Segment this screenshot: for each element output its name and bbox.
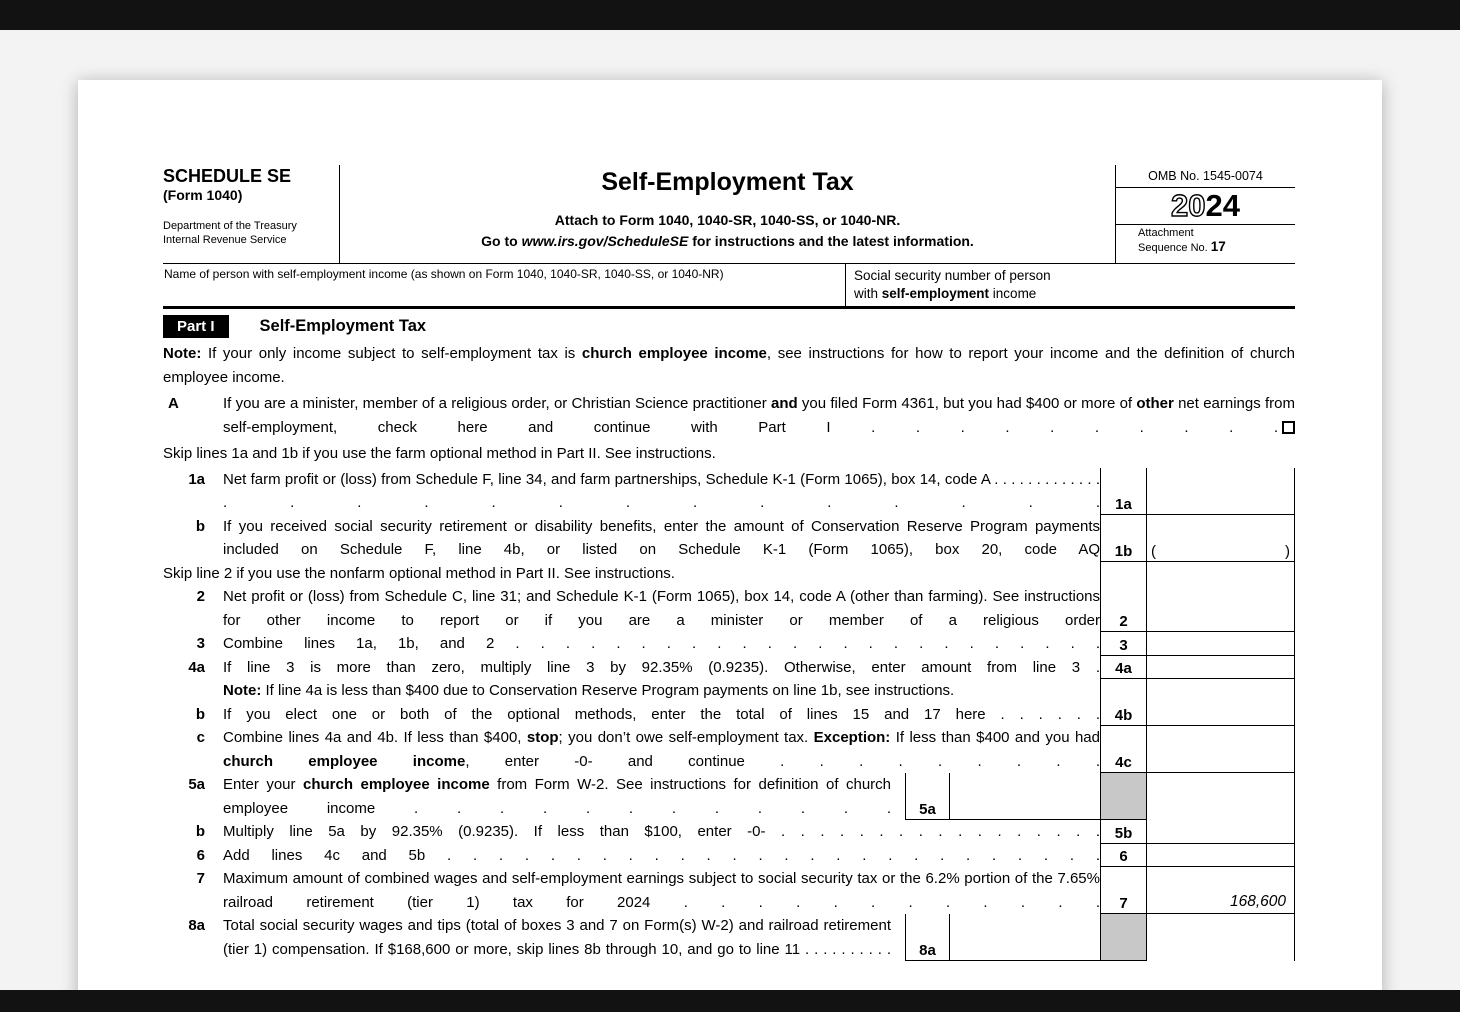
line-3-row [163, 632, 1295, 656]
line-3-number: 3 [1100, 632, 1147, 656]
attach-instruction: Attach to Form 1040, 1040-SR, 1040-SS, or 1040-NR. [554, 212, 901, 228]
skip-note-2-number-cell [1100, 562, 1147, 586]
line-4b-row [163, 703, 1295, 727]
line-4c-amount-field[interactable] [1147, 726, 1295, 773]
line-4a-marker: 4a [188, 658, 205, 676]
line-a-text: If you are a minister, member of a religious order, or Christian Science practitioner and you filed Form 4361, but you had $400 or more of other net earnings from self-employment, check here and continue with Part I . . . . . . . . . . [223, 395, 1295, 436]
top-letterbox-band [0, 0, 1460, 30]
line-4a-note-amount-cell [1147, 679, 1295, 703]
line-4a-note-text: Note: If line 4a is less than $400 due to Conservation Reserve Program payments on line 1b, see instructions. [223, 682, 955, 699]
form-header [163, 165, 1295, 264]
line-a-marker: A [168, 395, 179, 412]
line-2-row [163, 585, 1295, 632]
line-8a-right-cell [1147, 914, 1295, 961]
skip-note-2-row [163, 562, 1295, 586]
header-right-block [1115, 165, 1295, 263]
omb-number: OMB No. 1545-0074 [1116, 165, 1295, 188]
line-4a-amount-field[interactable] [1147, 656, 1295, 680]
line-1a-amount-field[interactable] [1147, 468, 1295, 515]
line-4c-text: Combine lines 4a and 4b. If less than $400, stop; you don’t owe self-employment tax. Exception: If less than $400 and you had church employee income, enter -0- and continue . . . . . . . . . [223, 729, 1100, 770]
line-8a-inner-amount-field[interactable] [950, 914, 1100, 961]
line-5b-text: Multiply line 5a by 92.35% (0.9235). If less than $100, enter -0- . . . . . . . . . . . . . . . . . [223, 823, 1100, 840]
line-6-text: Add lines 4c and 5b . . . . . . . . . . . . . . . . . . . . . . . . . . [223, 846, 1100, 864]
irs-schedulese-link[interactable]: www.irs.gov/ScheduleSE [521, 233, 689, 249]
line-a-checkbox[interactable] [1282, 421, 1295, 434]
line-8a-shaded-cell [1100, 914, 1147, 961]
part-1-note: Note: If your only income subject to self-employment tax is church employee income, see instructions for how to report your income and the definition of church employee income. [163, 345, 1295, 386]
line-4a-row [163, 656, 1295, 680]
header-left-block [163, 165, 340, 263]
department-line-2: Internal Revenue Service [163, 233, 287, 246]
line-3-text: Combine lines 1a, 1b, and 2 . . . . . . . . . . . . . . . . . . . . . . . . [223, 635, 1100, 652]
line-5a-marker: 5a [188, 776, 205, 793]
schedule-se-form [163, 165, 1295, 961]
line-5a-inner-number: 5a [905, 773, 950, 820]
line-5b-row [163, 820, 1295, 844]
line-6-number: 6 [1100, 844, 1147, 868]
sequence-line: Sequence No. 17 [1138, 239, 1226, 254]
tax-year [1116, 188, 1295, 224]
line-4a-note-row [163, 679, 1295, 703]
part-1-heading [163, 315, 1295, 338]
line-5b-amount-field[interactable] [1147, 820, 1295, 844]
department-line-1: Department of the Treasury [163, 220, 297, 232]
line-6-amount-field[interactable] [1147, 844, 1295, 868]
line-7-amount-field[interactable] [1147, 867, 1295, 914]
line-7-number: 7 [1100, 867, 1147, 914]
line-1b-number: 1b [1100, 515, 1147, 562]
line-2-number: 2 [1100, 585, 1147, 632]
name-input-area[interactable] [163, 264, 845, 306]
line-3-marker: 3 [196, 635, 205, 652]
line-5a-text: Enter your church employee income from Form W-2. See instructions for definition of church employee income . . . . . . . . . . . . [223, 776, 892, 817]
attachment-sequence [1116, 224, 1295, 257]
goto-prefix: Go to [481, 233, 522, 249]
line-6-marker: 6 [196, 846, 205, 864]
schedule-label: SCHEDULE SE [163, 166, 292, 186]
sequence-number: 17 [1210, 239, 1226, 254]
skip-note-2-amount-cell [1147, 562, 1295, 586]
line-8a-marker: 8a [188, 917, 205, 934]
line-1b-amount-field[interactable] [1147, 515, 1295, 562]
line-1a-text: Net farm profit or (loss) from Schedule F, line 34, and farm partnerships, Schedule K-1 (Form 1065), box 14, code A . . . . . . . . . . . . . . . . . . . . . . . . . . . [223, 470, 1100, 511]
line-4c-marker: c [196, 729, 205, 746]
header-center-block [340, 165, 1115, 263]
line-4a-number: 4a [1100, 656, 1147, 680]
ssn-field-label: Social security number of person with self-employment income [854, 268, 1051, 301]
goto-instruction [340, 231, 1115, 252]
line-4c-row [163, 726, 1295, 773]
goto-suffix: for instructions and the latest information. [688, 233, 974, 249]
line-1a-marker: 1a [188, 470, 205, 488]
line-7-marker: 7 [196, 870, 205, 887]
line-4a-text: If line 3 is more than zero, multiply line 3 by 92.35% (0.9235). Otherwise, enter amount from line 3 . [223, 658, 1100, 676]
line-1b-text: If you received social security retirement or disability benefits, enter the amount of Conservation Reserve Program payments included on Schedule F, line 4b, or listed on Schedule K-1 (Form 1065), box 20, code AQ [223, 517, 1100, 558]
name-field-label: Name of person with self-employment income (as shown on Form 1040, 1040-SR, 1040-SS, or 1040-NR) [164, 267, 724, 281]
line-7-text: Maximum amount of combined wages and self-employment earnings subject to social security tax or the 6.2% portion of the 7.65% railroad retirement (tier 1) tax for 2024 . . . . . . . . . . . . [223, 870, 1100, 911]
line-7-amount-value: 168,600 [1229, 893, 1286, 910]
line-5b-marker: b [195, 823, 205, 840]
line-7-row [163, 867, 1295, 914]
line-1b-marker: b [195, 517, 205, 535]
name-ssn-row [163, 264, 1295, 309]
open-paren: ( [1151, 542, 1156, 560]
line-5b-number: 5b [1100, 820, 1147, 844]
bottom-letterbox-band [0, 990, 1460, 1012]
skip-note-2: Skip line 2 if you use the nonfarm optional method in Part II. See instructions. [163, 564, 675, 582]
line-4b-text: If you elect one or both of the optional methods, enter the total of lines 15 and 17 here . . . . . . [223, 705, 1100, 723]
line-1b-row [163, 515, 1295, 562]
line-2-amount-field[interactable] [1147, 585, 1295, 632]
line-5a-inner-amount-field[interactable] [950, 773, 1100, 820]
line-5a-right-cell [1147, 773, 1295, 820]
part-1-badge: Part I [163, 315, 229, 338]
line-3-amount-field[interactable] [1147, 632, 1295, 656]
form-title: Self-Employment Tax [601, 168, 854, 196]
part-1-title: Self-Employment Tax [259, 317, 427, 335]
line-4c-number: 4c [1100, 726, 1147, 773]
line-2-text: Net profit or (loss) from Schedule C, line 31; and Schedule K-1 (Form 1065), box 14, code A (other than farming). See instructions for other income to report or if you are a minister or member of a religious order [223, 588, 1100, 629]
form-1040-label: (Form 1040) [163, 187, 243, 203]
line-8a-inner-number: 8a [905, 914, 950, 961]
line-1a-row [163, 468, 1295, 515]
line-2-marker: 2 [196, 588, 205, 605]
line-1a-number: 1a [1100, 468, 1147, 515]
line-8a-text: Total social security wages and tips (total of boxes 3 and 7 on Form(s) W-2) and railroad retirement (tier 1) compensation. If $168,600 or more, skip lines 8b through 10, and go to line 11 . . . . . . . . . . [223, 917, 891, 958]
line-5a-row [163, 773, 1295, 820]
line-4b-number: 4b [1100, 703, 1147, 727]
close-paren: ) [1285, 542, 1290, 560]
line-a-row [163, 392, 1295, 439]
line-6-row [163, 844, 1295, 868]
attachment-label: Attachment [1138, 227, 1194, 239]
line-5a-shaded-cell [1100, 773, 1147, 820]
line-4b-marker: b [195, 705, 205, 723]
ssn-input-area[interactable] [845, 264, 1295, 306]
tax-year-outline-digits: 20 [1171, 188, 1206, 223]
line-4a-note-number-cell [1100, 679, 1147, 703]
skip-note-1: Skip lines 1a and 1b if you use the farm optional method in Part II. See instructions. [163, 445, 716, 462]
line-8a-row [163, 914, 1295, 961]
line-4b-amount-field[interactable] [1147, 703, 1295, 727]
form-page [78, 80, 1382, 1012]
tax-year-bold-digits: 24 [1205, 188, 1240, 223]
